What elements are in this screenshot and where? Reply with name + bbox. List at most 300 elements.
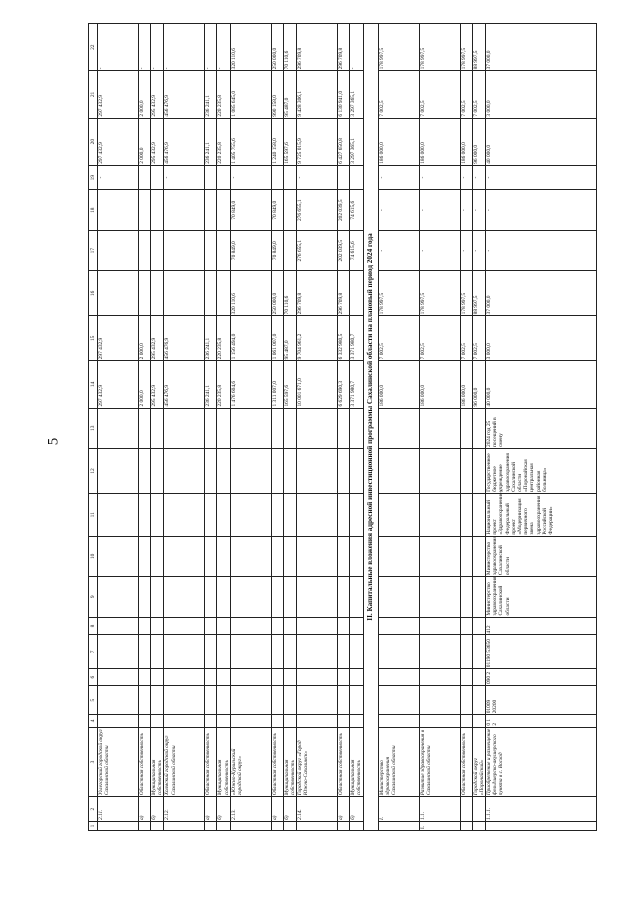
cell-c7 (419, 635, 460, 669)
cell-c21: 236 241,1 (205, 71, 217, 118)
cell-c5 (283, 686, 296, 715)
cell-c2: б) (217, 797, 230, 822)
cell-c9 (283, 577, 296, 617)
cell-c1 (205, 822, 217, 831)
cell-c16: 296 709,8 (338, 271, 350, 316)
cell-c22: 178 997,5 (460, 24, 472, 71)
cell-c6 (350, 669, 363, 686)
cell-c4 (139, 715, 151, 727)
cell-c2: б) (151, 797, 164, 822)
cell-c18 (98, 190, 139, 230)
cell-c13 (217, 408, 230, 448)
cell-c19 (283, 165, 296, 190)
cell-c13 (297, 408, 338, 448)
cell-c16: 250 000,0 (271, 271, 283, 316)
cell-c7 (378, 635, 419, 669)
cell-c8 (164, 617, 205, 635)
cell-c3: Муниципальная собственность (283, 727, 296, 797)
cell-c9 (205, 577, 217, 617)
cell-c5 (139, 686, 151, 715)
cell-c9 (164, 577, 205, 617)
cell-c20: 9 725 015,9 (297, 118, 338, 165)
cell-c6 (419, 669, 460, 686)
cell-c5 (297, 686, 338, 715)
cell-c3: Холмский городской округ Сахалинской области (164, 727, 205, 797)
cell-c14: 165 597,6 (283, 361, 296, 408)
cell-c7 (350, 635, 363, 669)
cell-c12 (419, 448, 460, 493)
cell-c17: - (460, 230, 472, 270)
table-row (230, 24, 271, 831)
cell-c15: 2 000,0 (139, 316, 151, 361)
cell-c1 (151, 822, 164, 831)
cell-c1 (139, 822, 151, 831)
cell-c1: I. (419, 822, 460, 831)
cell-c15: 95 487,0 (283, 316, 296, 361)
cell-c17: - (472, 230, 485, 270)
cell-c5 (230, 686, 271, 715)
cell-c11 (297, 493, 338, 536)
cell-c5 (350, 686, 363, 715)
cell-c11 (164, 493, 205, 536)
cell-c13 (472, 408, 485, 448)
cell-c5 (98, 686, 139, 715)
cell-c22: - (217, 24, 230, 71)
column-number-header: 10 (89, 536, 98, 576)
cell-c8 (205, 617, 217, 635)
cell-c17 (151, 230, 164, 270)
cell-c2: а) (271, 797, 283, 822)
cell-c4 (283, 715, 296, 727)
cell-c13 (350, 408, 363, 448)
cell-c22: - (164, 24, 205, 71)
cell-c14: 2 000,0 (139, 361, 151, 408)
column-number-header: 7 (89, 635, 98, 669)
table-row (271, 24, 283, 831)
table-row (350, 24, 363, 831)
cell-c8 (297, 617, 338, 635)
cell-c11 (98, 493, 139, 536)
cell-c8 (230, 617, 271, 635)
table-row (297, 24, 338, 831)
cell-c15: 220 235,8 (217, 316, 230, 361)
cell-c16 (205, 271, 217, 316)
table-row (98, 24, 139, 831)
cell-c3: Областная собственность (271, 727, 283, 797)
cell-c14: 40 000,0 (486, 361, 597, 408)
cell-c6 (230, 669, 271, 686)
cell-c22: 88 997,5 (472, 24, 485, 71)
cell-c8: 412 (486, 617, 597, 635)
cell-c7 (139, 635, 151, 669)
cell-c16 (217, 271, 230, 316)
cell-c6 (98, 669, 139, 686)
page-number: 5 (45, 437, 62, 446)
cell-c4 (230, 715, 271, 727)
cell-c11 (419, 493, 460, 536)
cell-c6 (297, 669, 338, 686)
cell-c17: - (378, 230, 419, 270)
cell-c15: 6 332 980,5 (338, 316, 350, 361)
cell-c9 (419, 577, 460, 617)
cell-c10: Министерство здравоохранения Сахалинской области (486, 536, 597, 576)
rotated-table-container (88, 23, 555, 831)
cell-c18 (139, 190, 151, 230)
column-number-header: 12 (89, 448, 98, 493)
cell-c5 (338, 686, 350, 715)
cell-c19 (338, 165, 350, 190)
cell-c17 (217, 230, 230, 270)
cell-c12 (151, 448, 164, 493)
cell-c6 (472, 669, 485, 686)
cell-c20: 1 405 755,6 (230, 118, 271, 165)
cell-c22: 178 997,5 (378, 24, 419, 71)
cell-c1 (217, 822, 230, 831)
cell-c8 (98, 617, 139, 635)
cell-c11 (217, 493, 230, 536)
cell-c17 (205, 230, 217, 270)
cell-c21: 297 432,9 (98, 71, 139, 118)
cell-c21: 7 002,5 (419, 71, 460, 118)
cell-c15: 7 002,5 (378, 316, 419, 361)
cell-c8 (217, 617, 230, 635)
cell-c18: - (378, 190, 419, 230)
cell-c3: Министерство здравоохранения Сахалинской области (378, 727, 419, 797)
cell-c20: 6 427 650,8 (338, 118, 350, 165)
cell-c12 (217, 448, 230, 493)
cell-c20: 2 000,0 (139, 118, 151, 165)
cell-c20: 40 000,0 (486, 118, 597, 165)
cell-c6 (283, 669, 296, 686)
cell-c7 (151, 635, 164, 669)
cell-c7 (98, 635, 139, 669)
cell-c4 (217, 715, 230, 727)
cell-c1 (271, 822, 283, 831)
cell-c15: 7 002,5 (419, 316, 460, 361)
cell-c20: 186 000,0 (419, 118, 460, 165)
cell-c18: 70 849,0 (271, 190, 283, 230)
cell-c18 (164, 190, 205, 230)
cell-c20: 295 432,9 (151, 118, 164, 165)
cell-c16: 178 997,5 (419, 271, 460, 316)
cell-c21: 6 130 941,0 (338, 71, 350, 118)
cell-c13 (98, 408, 139, 448)
table-row (338, 24, 350, 831)
table-row (378, 24, 419, 831)
cell-c3: Углегорский городской округ Сахалинской области (98, 727, 139, 797)
cell-c8 (472, 617, 485, 635)
cell-c22: 250 000,0 (271, 24, 283, 71)
cell-c20: 1 240 158,0 (271, 118, 283, 165)
column-number-header: 16 (89, 271, 98, 316)
cell-c19 (271, 165, 283, 190)
cell-c13 (378, 408, 419, 448)
cell-c7 (230, 635, 271, 669)
cell-c5 (151, 686, 164, 715)
cell-c10 (297, 536, 338, 576)
cell-c3: Муниципальная собственность (151, 727, 164, 797)
cell-c22: - (98, 24, 139, 71)
cell-c8 (338, 617, 350, 635)
cell-c19: - (378, 165, 419, 190)
cell-c1 (378, 822, 419, 831)
cell-c19: - (419, 165, 460, 190)
cell-c8 (419, 617, 460, 635)
table-row (217, 24, 230, 831)
cell-c12 (271, 448, 283, 493)
column-number-header: 1 (89, 822, 98, 831)
column-number-header: 14 (89, 361, 98, 408)
cell-c21: 990 158,0 (271, 71, 283, 118)
cell-c16 (139, 271, 151, 316)
cell-c22: 320 110,6 (230, 24, 271, 71)
cell-c3: Городской округ «Город Южно-Сахалинск» (297, 727, 338, 797)
cell-c4 (472, 715, 485, 727)
column-number-header: 20 (89, 118, 98, 165)
cell-c21: 7 002,5 (472, 71, 485, 118)
cell-c14: 10 001 671,0 (297, 361, 338, 408)
cell-c9 (230, 577, 271, 617)
cell-c13 (205, 408, 217, 448)
cell-c12: Государственное бюджетное учреждение здравоохранения Сахалинской области «Поронайская центральная районная больница» (486, 448, 597, 493)
cell-c18 (217, 190, 230, 230)
column-number-header: 17 (89, 230, 98, 270)
cell-c4 (297, 715, 338, 727)
section-title: II. Капитальные вложения адресной инвестиционной программы Сахалинской области на плановый период 2024 года (363, 24, 378, 831)
cell-c17: 202 039,5 (338, 230, 350, 270)
cell-c16: 70 110,6 (283, 271, 296, 316)
cell-c12 (164, 448, 205, 493)
section-one-rows (98, 24, 364, 831)
cell-c10 (230, 536, 271, 576)
cell-c19 (350, 165, 363, 190)
cell-c9 (271, 577, 283, 617)
cell-c1 (230, 822, 271, 831)
cell-c13 (164, 408, 205, 448)
cell-c12 (378, 448, 419, 493)
column-number-header: 5 (89, 686, 98, 715)
cell-c16: 37 000,0 (486, 271, 597, 316)
cell-c21: 7 002,5 (378, 71, 419, 118)
cell-c9 (460, 577, 472, 617)
cell-c13 (151, 408, 164, 448)
cell-c15: 1 156 494,0 (230, 316, 271, 361)
cell-c1 (338, 822, 350, 831)
cell-c10 (378, 536, 419, 576)
cell-c3: Областная собственность (205, 727, 217, 797)
column-number-header: 8 (89, 617, 98, 635)
cell-c14: 186 000,0 (460, 361, 472, 408)
cell-c7 (283, 635, 296, 669)
cell-c7 (297, 635, 338, 669)
cell-c21: 9 428 306,1 (297, 71, 338, 118)
cell-c4 (460, 715, 472, 727)
cell-c15: 1 061 007,0 (271, 316, 283, 361)
table-row (472, 24, 485, 831)
cell-c8 (271, 617, 283, 635)
cell-c15: 295 432,9 (151, 316, 164, 361)
section-row (363, 24, 378, 831)
cell-c15: 3 000,0 (486, 316, 597, 361)
column-number-header: 21 (89, 71, 98, 118)
cell-c18: - (419, 190, 460, 230)
cell-c14: 220 235,8 (217, 361, 230, 408)
cell-c12 (98, 448, 139, 493)
cell-c19: - (486, 165, 597, 190)
cell-c12 (472, 448, 485, 493)
cell-c13 (271, 408, 283, 448)
cell-c1 (486, 822, 597, 831)
cell-c20: 186 000,0 (378, 118, 419, 165)
cell-c17 (164, 230, 205, 270)
table-row (283, 24, 296, 831)
cell-c10 (151, 536, 164, 576)
column-number-header: 11 (89, 493, 98, 536)
cell-c18: - (472, 190, 485, 230)
cell-c19 (151, 165, 164, 190)
cell-c15: 7 002,5 (472, 316, 485, 361)
cell-c11 (230, 493, 271, 536)
cell-c16: 178 997,5 (460, 271, 472, 316)
cell-c17: - (419, 230, 460, 270)
cell-c12 (460, 448, 472, 493)
cell-c9 (338, 577, 350, 617)
cell-c17: 70 849,0 (271, 230, 283, 270)
cell-c2: 2.14. (297, 797, 338, 822)
cell-c10 (205, 536, 217, 576)
cell-c18 (151, 190, 164, 230)
cell-c2: I. (378, 797, 419, 822)
cell-c5 (460, 686, 472, 715)
cell-c2 (460, 797, 472, 822)
cell-c20: 297 432,9 (98, 118, 139, 165)
cell-c19: - (164, 165, 205, 190)
cell-c1 (297, 822, 338, 831)
cell-c16: 296 709,8 (297, 271, 338, 316)
column-number-header: 9 (89, 577, 98, 617)
cell-c1 (98, 822, 139, 831)
cell-c13 (338, 408, 350, 448)
cell-c22: 178 997,5 (419, 24, 460, 71)
cell-c13 (230, 408, 271, 448)
cell-c6 (460, 669, 472, 686)
cell-c1 (472, 822, 485, 831)
cell-c4 (98, 715, 139, 727)
cell-c16 (151, 271, 164, 316)
cell-c15: 3 371 980,7 (350, 316, 363, 361)
cell-c9 (378, 577, 419, 617)
cell-c7 (338, 635, 350, 669)
cell-c17 (283, 230, 296, 270)
cell-c9 (151, 577, 164, 617)
cell-c3: Городской округ «Поронайский» (472, 727, 485, 797)
cell-c13 (419, 408, 460, 448)
cell-c2: 1.1.1. (486, 797, 597, 822)
cell-c11 (283, 493, 296, 536)
cell-c8 (460, 617, 472, 635)
cell-c7 (217, 635, 230, 669)
cell-c16: 178 997,5 (378, 271, 419, 316)
cell-c9 (217, 577, 230, 617)
cell-c14: 297 432,9 (98, 361, 139, 408)
cell-c3: Муниципальная собственность (350, 727, 363, 797)
cell-c7 (164, 635, 205, 669)
cell-c4 (271, 715, 283, 727)
cell-c2: а) (139, 797, 151, 822)
cell-c10 (283, 536, 296, 576)
cell-c7 (460, 635, 472, 669)
cell-c21: 3 000,0 (486, 71, 597, 118)
cell-c22: 37 000,0 (486, 24, 597, 71)
cell-c6 (205, 669, 217, 686)
cell-c2: а) (205, 797, 217, 822)
cell-c5 (378, 686, 419, 715)
cell-c4 (419, 715, 460, 727)
column-number-header: 13 (89, 408, 98, 448)
cell-c13 (283, 408, 296, 448)
cell-c14: 236 241,1 (205, 361, 217, 408)
cell-c2: а) (338, 797, 350, 822)
cell-c19 (205, 165, 217, 190)
cell-c10 (350, 536, 363, 576)
cell-c2: б) (283, 797, 296, 822)
cell-c6 (338, 669, 350, 686)
cell-c22: - (151, 24, 164, 71)
cell-c2 (472, 797, 485, 822)
cell-c20: 96 000,0 (472, 118, 485, 165)
cell-c10 (419, 536, 460, 576)
cell-c12 (283, 448, 296, 493)
cell-c18: 276 655,1 (297, 190, 338, 230)
column-number-header: 2 (89, 797, 98, 822)
cell-c15: 456 476,9 (164, 316, 205, 361)
cell-c18 (205, 190, 217, 230)
cell-c4 (205, 715, 217, 727)
cell-c5 (472, 686, 485, 715)
cell-c3: «Южно-Курильский городской округ» (230, 727, 271, 797)
cell-c21: 2 000,0 (139, 71, 151, 118)
cell-c6 (378, 669, 419, 686)
cell-c11 (472, 493, 485, 536)
cell-c12 (338, 448, 350, 493)
cell-c8 (151, 617, 164, 635)
cell-c16: 88 997,5 (472, 271, 485, 316)
cell-c14: 186 000,0 (378, 361, 419, 408)
cell-c5 (217, 686, 230, 715)
cell-c19: - (230, 165, 271, 190)
cell-c14: 1 476 604,6 (230, 361, 271, 408)
cell-c15: 7 002,5 (460, 316, 472, 361)
cell-c19: - (98, 165, 139, 190)
cell-c3: Областная собственность (338, 727, 350, 797)
cell-c11 (271, 493, 283, 536)
cell-c10 (98, 536, 139, 576)
cell-c5 (164, 686, 205, 715)
cell-c3: Муниципальная собственность (217, 727, 230, 797)
cell-c21: 220 235,8 (217, 71, 230, 118)
cell-c17: 70 849,0 (230, 230, 271, 270)
cell-c17: - (486, 230, 597, 270)
cell-c11 (151, 493, 164, 536)
cell-c3: Развитие здравоохранения в Сахалинской области (419, 727, 460, 797)
cell-c12 (297, 448, 338, 493)
cell-c12 (350, 448, 363, 493)
cell-c19: - (297, 165, 338, 190)
cell-c21: 95 487,0 (283, 71, 296, 118)
cell-c4 (151, 715, 164, 727)
cell-c18: - (486, 190, 597, 230)
rotated-page-area (88, 23, 555, 831)
